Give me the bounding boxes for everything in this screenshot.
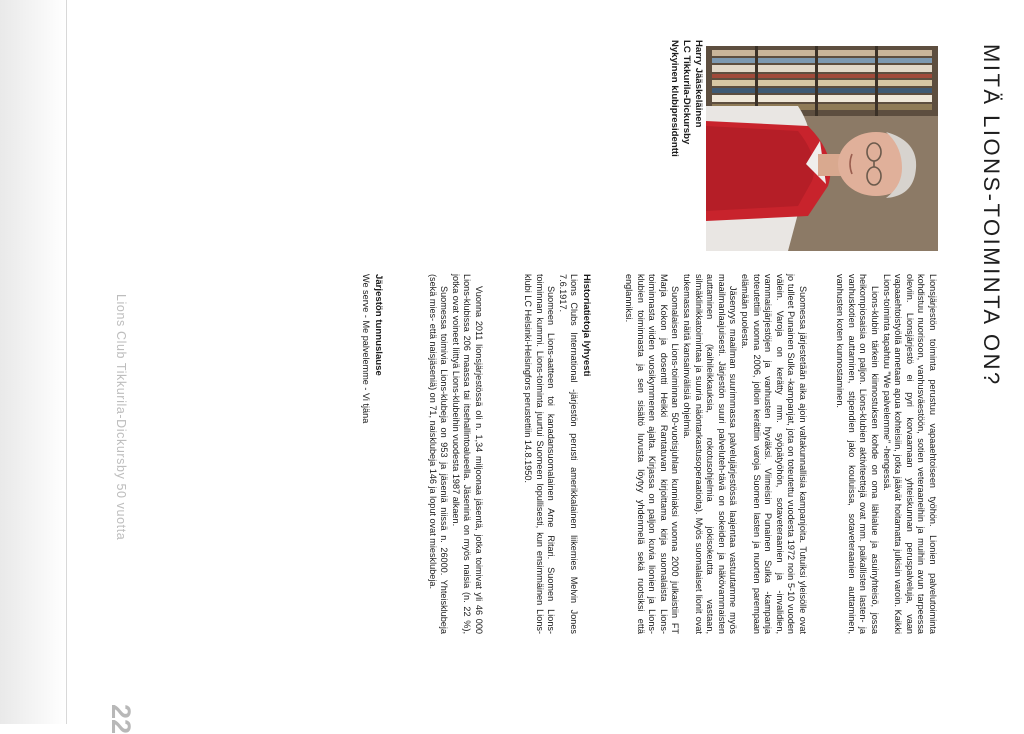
- motto-section: [334, 274, 394, 634]
- footer-publication: Lions Club Tikkurila-Dickursby 50 vuotta: [114, 294, 128, 541]
- history-column-continued: [394, 274, 484, 634]
- history-paragraph: Lions Clubs International -järjestön perusti amerikkalainen liikemies Melvin Jones 7.6.1917.: [557, 274, 580, 634]
- body-paragraph: Jäsenyys maailman suurimmassa palvelujärjestössä laajentaa vastuutamme myös maailmanlaajuisesti. Järjestön suuri palveluteh-tävä on sokeiden ja näkövammaisten auttaminen (kaihileikkauksia, rokotusohjelmia jokisokeutta vastaan, silmäklinikkatoimintaa ja suuria näöntarkastusoperaatioita). Myös suomalaiset lionit ovat tukemassa näitä kansainvälisiä ohjelmia.: [682, 274, 739, 634]
- photo-caption: [668, 40, 704, 250]
- motto-text: We serve - Me palvelemme - Vi tjäna: [361, 274, 372, 424]
- portrait-photo: [706, 46, 938, 251]
- motto-heading: Järjestön tunnuslause: [373, 274, 384, 376]
- page-number: 22: [106, 704, 136, 734]
- caption-role: Nykyinen klubipresidentti: [669, 40, 680, 157]
- caption-name: Harry Jääskeläinen: [693, 40, 704, 128]
- article-title: MITÄ LIONS-TOIMINTA ON?: [979, 44, 1004, 387]
- intro-paragraph: Lions-klubin tärkein kiinnostuksen kohde on oma lähialue ja asuinyhteisö, jossa heikompiosaisia on paljon. Lions-klubien aktiviteettejä ovat mm. paikallisten lasten- ja vanhuskotien auttaminen, stipendien jako kouluissa, sotaveteraanien auttaminen, vanhusten koten kunnostaminen.: [835, 274, 881, 634]
- portrait-illustration: [706, 46, 938, 251]
- page-footer: [104, 294, 144, 734]
- history-paragraph: Suomeen Lions-aatteen toi kanadansuomalainen Arne Ritari. Suomen Lions-toiminnan kummi. Lions-toiminta juurtui Suomeen lopullisesti, kun ensimmäinen Lions-klubi LC Helsinki-Helsingfors perustettiin 14.8.1950.: [523, 274, 557, 634]
- intro-paragraph: Lionsjärjestön toiminta perustuu vapaaehtoiseen työhön. Lionien palvelutoiminta kohdistuu nuorisoon, vanhusväestöön, sotien veteraaneihin ja muihin avun tarpeessa oleviin. Lionsjärjestö ei pyri korvaamaan yhteiskunnan peruspalveluja, vaan vapaaehtoistyöllä annetaan apua kohteisiin, jotka jäävät hoitamatta julkisin varoin. Kaikki Lions-toiminta tapahtuu "We palvelemme" -hengessä.: [881, 274, 938, 634]
- bookshelf: [706, 46, 938, 116]
- rotated-page: [44, 0, 1004, 734]
- history-column: [484, 274, 602, 634]
- campaigns-column: [622, 274, 808, 634]
- history-heading: Historiatietoja lyhyesti: [581, 274, 592, 377]
- caption-club: LC Tikkurila-Dickursby: [681, 40, 692, 145]
- body-paragraph: Suomessa järjestetään aika ajoin valtakunnallisia kampanjoita. Tutuiksi yleisölle ovat jo tulleet Punainen Sulka -kampanjat, jota on toteutettu vuodesta 1972 noin 5-10 vuoden välein. Varoja on kerätty mm. syöpätyöhön, sotaveteraanien ja -invalidien, vammaisjärjestöjen ja vanhusten hyväksi. Viimeisin Punainen Sulka -kampanja toteutettiin vuonna 2006, jolloin kerättiin varoja Suomen lasten ja nuorten parempaan elämään puolesta.: [740, 274, 808, 634]
- history-paragraph: Suomessa toimivia Lions-klubeja on 953 ja jäseniä niissä n. 26000. Yhteisklubeja (sekä mies- että naisjäseniä) on 71, naisklubeja 146 ja loput ovat miesklubeja.: [427, 274, 450, 634]
- history-paragraph: Vuonna 2011 lionsjärjestössä oli n. 1,34 miljoonaa jäsentä, jotka toimivat yli 46 000 Lions-klubissa 206 maassa tai itsehallintoalueella. Jäseninä on myös naisia (n. 22 %), jotka ovat voineet liittyä Lions-klubeihin vuodesta 1987 alkaen.: [450, 274, 484, 634]
- intro-column: [820, 274, 938, 634]
- body-paragraph: Suomalaisen Lions-toiminnan 50-vuotisjuhlan kunniaksi vuonna 2000 julkaistiin FT Marja Kokon ja dosentti Heikki Rantatuvan kirjoittama kirja suomalaista Lions-toiminnasta viiden vuosikymmenen ajalta. Kirjassa on paljon kuvia lionien ja Lions-klubien toiminnasta ja sen sisältö luvusta löytyy yhdenmelä sekä ruotsiksi että englanniksi.: [624, 274, 681, 634]
